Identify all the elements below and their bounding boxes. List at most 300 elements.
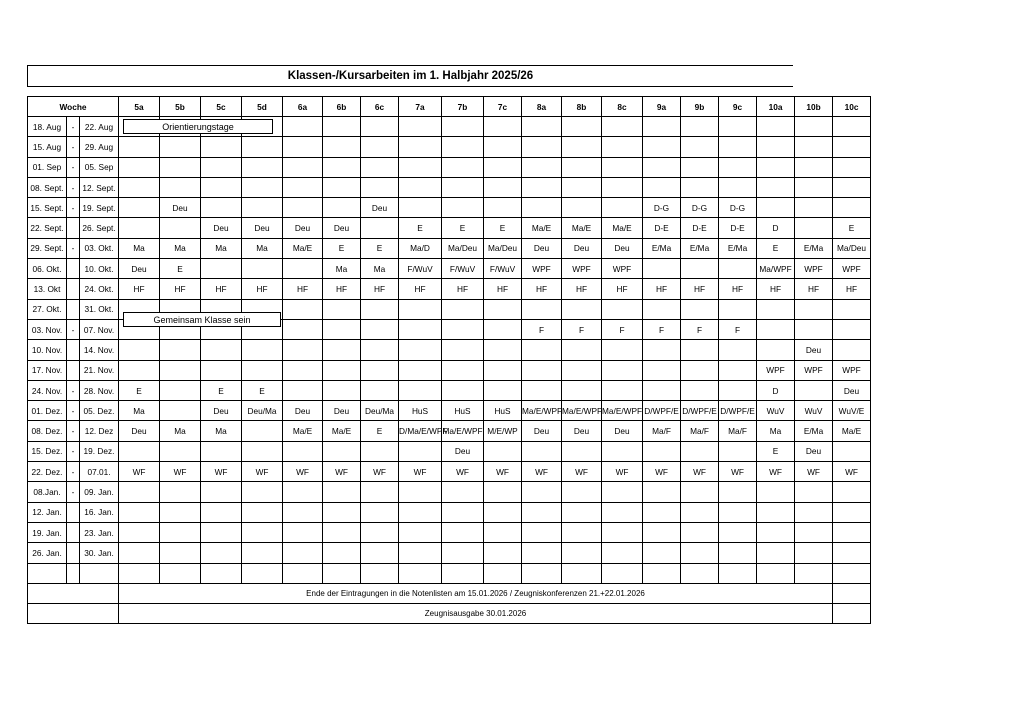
exam-cell: HF — [399, 279, 442, 299]
week-to: 19. Dez. — [80, 441, 119, 461]
week-to: 09. Jan. — [80, 482, 119, 502]
exam-cell: HF — [323, 279, 361, 299]
exam-cell: Ma — [323, 259, 361, 279]
exam-cell: WF — [681, 462, 719, 482]
exam-cell — [119, 198, 160, 218]
exam-cell — [399, 198, 442, 218]
exam-cell: E — [442, 218, 484, 238]
exam-cell: Ma/E/WPF — [442, 421, 484, 441]
exam-cell: WF — [602, 462, 643, 482]
week-separator: - — [67, 421, 80, 441]
exam-cell — [442, 340, 484, 360]
exam-cell — [643, 543, 681, 563]
exam-cell: HF — [719, 279, 757, 299]
exam-cell — [719, 482, 757, 502]
exam-cell: Ma/E — [323, 421, 361, 441]
exam-cell — [602, 299, 643, 319]
footer-last-cell — [833, 604, 871, 624]
exam-cell — [323, 563, 361, 583]
exam-cell: Deu — [283, 401, 323, 421]
exam-cell — [160, 563, 201, 583]
exam-cell — [323, 502, 361, 522]
exam-cell — [522, 198, 562, 218]
exam-cell — [442, 299, 484, 319]
footer-blank — [28, 583, 119, 603]
exam-cell — [119, 218, 160, 238]
exam-cell — [719, 117, 757, 137]
exam-cell — [361, 543, 399, 563]
exam-cell — [719, 177, 757, 197]
exam-cell — [242, 482, 283, 502]
exam-cell — [119, 502, 160, 522]
exam-cell: E — [201, 380, 242, 400]
exam-cell: Ma — [160, 421, 201, 441]
exam-cell: Ma/F — [681, 421, 719, 441]
exam-cell — [201, 482, 242, 502]
exam-cell — [833, 502, 871, 522]
exam-cell: HF — [681, 279, 719, 299]
week-separator — [67, 543, 80, 563]
exam-cell: WF — [795, 462, 833, 482]
week-separator: - — [67, 319, 80, 339]
exam-cell — [361, 502, 399, 522]
exam-cell — [442, 157, 484, 177]
exam-cell — [442, 563, 484, 583]
exam-cell — [361, 319, 399, 339]
exam-cell — [201, 502, 242, 522]
exam-cell: Deu/Ma — [361, 401, 399, 421]
week-from: 08. Sept. — [28, 177, 67, 197]
exam-cell: WF — [361, 462, 399, 482]
exam-cell: E/Ma — [681, 238, 719, 258]
exam-cell: HF — [283, 279, 323, 299]
exam-cell — [399, 177, 442, 197]
exam-cell — [160, 340, 201, 360]
header-class-6a: 6a — [283, 97, 323, 117]
exam-cell: Deu — [522, 238, 562, 258]
exam-cell — [795, 319, 833, 339]
exam-cell — [562, 157, 602, 177]
exam-cell — [283, 340, 323, 360]
exam-cell — [522, 117, 562, 137]
exam-cell — [283, 360, 323, 380]
exam-cell — [484, 157, 522, 177]
exam-cell: Ma/F — [719, 421, 757, 441]
exam-cell: HuS — [399, 401, 442, 421]
exam-cell: WF — [442, 462, 484, 482]
week-from: 27. Okt. — [28, 299, 67, 319]
week-from: 24. Nov. — [28, 380, 67, 400]
exam-cell — [719, 137, 757, 157]
week-separator — [67, 218, 80, 238]
table-row — [28, 279, 871, 299]
week-from: 01. Sep — [28, 157, 67, 177]
exam-cell: Deu — [119, 421, 160, 441]
exam-cell — [602, 360, 643, 380]
exam-cell — [757, 299, 795, 319]
exam-cell — [201, 543, 242, 563]
exam-cell: HF — [833, 279, 871, 299]
exam-cell: WuV — [795, 401, 833, 421]
week-separator — [67, 360, 80, 380]
exam-cell: F — [602, 319, 643, 339]
exam-cell: Deu — [602, 238, 643, 258]
exam-cell — [681, 299, 719, 319]
week-separator: - — [67, 157, 80, 177]
header-class-8c: 8c — [602, 97, 643, 117]
exam-cell — [833, 522, 871, 542]
exam-cell: WPF — [522, 259, 562, 279]
week-to: 29. Aug — [80, 137, 119, 157]
table-row — [28, 380, 871, 400]
exam-cell: Ma — [160, 238, 201, 258]
exam-cell — [442, 177, 484, 197]
exam-cell: Ma/Deu — [833, 238, 871, 258]
exam-cell — [562, 441, 602, 461]
exam-cell — [283, 198, 323, 218]
exam-cell: WF — [719, 462, 757, 482]
exam-cell — [484, 360, 522, 380]
exam-cell — [283, 259, 323, 279]
exam-cell — [484, 441, 522, 461]
exam-cell — [833, 441, 871, 461]
exam-cell: E — [160, 259, 201, 279]
exam-cell — [160, 482, 201, 502]
exam-cell — [201, 259, 242, 279]
exam-cell — [323, 482, 361, 502]
exam-cell: Ma — [201, 421, 242, 441]
exam-cell — [242, 543, 283, 563]
exam-cell: WF — [323, 462, 361, 482]
exam-cell — [484, 482, 522, 502]
exam-cell — [201, 137, 242, 157]
exam-cell — [119, 482, 160, 502]
exam-cell: WPF — [833, 360, 871, 380]
exam-cell — [602, 482, 643, 502]
exam-cell — [602, 157, 643, 177]
exam-cell: Deu — [201, 218, 242, 238]
exam-cell — [323, 157, 361, 177]
exam-cell — [833, 157, 871, 177]
exam-cell: WPF — [602, 259, 643, 279]
exam-cell — [643, 177, 681, 197]
exam-cell — [719, 502, 757, 522]
exam-cell: D/WPF/E — [643, 401, 681, 421]
exam-cell — [242, 421, 283, 441]
exam-cell: D — [757, 380, 795, 400]
exam-cell — [681, 177, 719, 197]
exam-cell: Ma/E — [833, 421, 871, 441]
exam-cell — [442, 522, 484, 542]
exam-cell: WF — [522, 462, 562, 482]
exam-cell — [522, 502, 562, 522]
week-separator — [67, 340, 80, 360]
week-from: 06. Okt. — [28, 259, 67, 279]
exam-cell: Deu — [201, 401, 242, 421]
exam-cell: F/WuV — [399, 259, 442, 279]
exam-cell — [522, 380, 562, 400]
exam-cell — [719, 543, 757, 563]
exam-cell — [562, 198, 602, 218]
header-class-10b: 10b — [795, 97, 833, 117]
exam-cell: E/Ma — [719, 238, 757, 258]
exam-cell: F — [562, 319, 602, 339]
exam-cell: Deu — [562, 238, 602, 258]
exam-cell: Ma/E — [283, 421, 323, 441]
exam-cell — [484, 502, 522, 522]
exam-cell — [602, 522, 643, 542]
exam-cell — [757, 522, 795, 542]
exam-cell: E — [242, 380, 283, 400]
exam-cell — [399, 157, 442, 177]
week-to: 31. Okt. — [80, 299, 119, 319]
exam-cell — [323, 380, 361, 400]
exam-cell — [643, 259, 681, 279]
exam-cell: F — [522, 319, 562, 339]
exam-cell: Deu — [795, 340, 833, 360]
exam-cell — [201, 157, 242, 177]
exam-cell: WPF — [795, 360, 833, 380]
header-class-5c: 5c — [201, 97, 242, 117]
exam-cell — [643, 117, 681, 137]
header-class-9a: 9a — [643, 97, 681, 117]
exam-cell: D-E — [719, 218, 757, 238]
exam-cell: WF — [484, 462, 522, 482]
exam-cell: HF — [242, 279, 283, 299]
week-separator: - — [67, 137, 80, 157]
exam-cell — [242, 198, 283, 218]
week-to: 05. Sep — [80, 157, 119, 177]
exam-cell: F/WuV — [484, 259, 522, 279]
exam-cell: HuS — [484, 401, 522, 421]
exam-cell: F — [681, 319, 719, 339]
exam-cell — [795, 380, 833, 400]
exam-cell — [242, 137, 283, 157]
exam-cell — [602, 543, 643, 563]
exam-cell: Deu — [833, 380, 871, 400]
exam-cell — [643, 340, 681, 360]
table-row — [28, 462, 871, 482]
table-row — [28, 360, 871, 380]
exam-cell — [833, 198, 871, 218]
week-to: 28. Nov. — [80, 380, 119, 400]
exam-cell: E/Ma — [795, 238, 833, 258]
exam-cell — [361, 218, 399, 238]
exam-cell — [681, 157, 719, 177]
week-separator: - — [67, 198, 80, 218]
exam-cell — [795, 543, 833, 563]
exam-cell — [757, 117, 795, 137]
table-row — [28, 218, 871, 238]
exam-cell — [442, 380, 484, 400]
exam-cell — [681, 441, 719, 461]
exam-cell — [201, 340, 242, 360]
exam-cell: E — [833, 218, 871, 238]
table-row — [28, 177, 871, 197]
exam-cell — [643, 522, 681, 542]
exam-cell — [795, 563, 833, 583]
week-from: 12. Jan. — [28, 502, 67, 522]
exam-cell: WF — [201, 462, 242, 482]
exam-cell: E — [323, 238, 361, 258]
exam-cell — [242, 441, 283, 461]
exam-cell — [795, 157, 833, 177]
exam-cell — [160, 218, 201, 238]
exam-cell — [119, 157, 160, 177]
exam-cell — [522, 340, 562, 360]
exam-cell — [442, 360, 484, 380]
exam-cell — [602, 502, 643, 522]
exam-cell — [719, 299, 757, 319]
exam-cell — [602, 198, 643, 218]
exam-cell — [681, 259, 719, 279]
exam-cell — [562, 340, 602, 360]
exam-cell — [283, 543, 323, 563]
exam-cell — [201, 563, 242, 583]
exam-cell: WPF — [795, 259, 833, 279]
exam-cell: HF — [484, 279, 522, 299]
exam-cell: Ma/E/WPF — [602, 401, 643, 421]
exam-cell: Deu/Ma — [242, 401, 283, 421]
exam-cell: Ma/WPF — [757, 259, 795, 279]
week-to: 19. Sept. — [80, 198, 119, 218]
exam-cell: Deu — [442, 441, 484, 461]
header-class-5d: 5d — [242, 97, 283, 117]
exam-cell — [361, 117, 399, 137]
exam-cell — [283, 117, 323, 137]
exam-cell — [681, 360, 719, 380]
exam-cell — [681, 117, 719, 137]
exam-cell — [522, 563, 562, 583]
exam-cell — [201, 198, 242, 218]
exam-cell — [160, 401, 201, 421]
exam-cell — [757, 319, 795, 339]
header-class-6c: 6c — [361, 97, 399, 117]
week-from: 22. Sept. — [28, 218, 67, 238]
week-to: 16. Jan. — [80, 502, 119, 522]
exam-cell — [522, 299, 562, 319]
exam-cell — [361, 441, 399, 461]
week-separator: - — [67, 117, 80, 137]
exam-cell: HF — [160, 279, 201, 299]
exam-cell — [795, 482, 833, 502]
exam-cell: E — [361, 238, 399, 258]
exam-cell — [757, 482, 795, 502]
exam-cell — [160, 380, 201, 400]
exam-cell — [681, 563, 719, 583]
exam-cell — [643, 502, 681, 522]
exam-cell — [323, 198, 361, 218]
header-class-7b: 7b — [442, 97, 484, 117]
exam-cell: HF — [643, 279, 681, 299]
exam-cell — [160, 502, 201, 522]
exam-cell — [562, 299, 602, 319]
week-to: 24. Okt. — [80, 279, 119, 299]
exam-cell: WuV — [757, 401, 795, 421]
exam-cell — [361, 137, 399, 157]
exam-cell — [283, 157, 323, 177]
exam-cell: HF — [795, 279, 833, 299]
exam-cell — [643, 299, 681, 319]
header-class-10c: 10c — [833, 97, 871, 117]
exam-cell: WF — [833, 462, 871, 482]
exam-cell — [833, 482, 871, 502]
exam-cell: Ma/E — [522, 218, 562, 238]
exam-cell — [361, 482, 399, 502]
exam-cell — [602, 380, 643, 400]
exam-cell: D-E — [681, 218, 719, 238]
exam-cell: Deu — [602, 421, 643, 441]
footer-last-cell — [833, 583, 871, 603]
footer-blank — [28, 604, 119, 624]
week-separator — [67, 563, 80, 583]
exam-cell — [833, 543, 871, 563]
exam-cell: M/E/WP — [484, 421, 522, 441]
exam-cell — [442, 502, 484, 522]
exam-cell — [484, 198, 522, 218]
exam-cell — [484, 340, 522, 360]
exam-cell — [119, 177, 160, 197]
header-class-5b: 5b — [160, 97, 201, 117]
exam-cell — [795, 137, 833, 157]
exam-cell — [522, 177, 562, 197]
exam-cell — [643, 380, 681, 400]
exam-cell — [757, 137, 795, 157]
footer-row — [28, 583, 871, 603]
exam-cell: D/WPF/E — [719, 401, 757, 421]
orientierungstage-box: Orientierungstage — [123, 119, 273, 134]
exam-cell — [757, 502, 795, 522]
week-to: 07. Nov. — [80, 319, 119, 339]
exam-cell: E — [484, 218, 522, 238]
exam-cell: D-G — [719, 198, 757, 218]
exam-cell — [442, 482, 484, 502]
exam-cell: HF — [119, 279, 160, 299]
exam-cell — [562, 563, 602, 583]
exam-cell — [283, 522, 323, 542]
exam-cell: F — [719, 319, 757, 339]
exam-cell — [160, 441, 201, 461]
week-separator: - — [67, 380, 80, 400]
exam-cell — [681, 543, 719, 563]
exam-cell — [562, 380, 602, 400]
exam-cell: Deu — [242, 218, 283, 238]
week-from: 17. Nov. — [28, 360, 67, 380]
exam-cell — [719, 380, 757, 400]
exam-cell: HF — [602, 279, 643, 299]
exam-cell — [160, 522, 201, 542]
exam-cell — [681, 340, 719, 360]
exam-cell: HuS — [442, 401, 484, 421]
table-row — [28, 441, 871, 461]
exam-cell — [757, 198, 795, 218]
week-from: 19. Jan. — [28, 522, 67, 542]
exam-cell — [602, 563, 643, 583]
exam-cell — [442, 319, 484, 339]
exam-cell — [201, 522, 242, 542]
exam-cell — [484, 563, 522, 583]
exam-cell: E — [757, 441, 795, 461]
exam-cell: Ma/E — [602, 218, 643, 238]
exam-cell — [562, 522, 602, 542]
exam-cell — [795, 502, 833, 522]
exam-cell — [242, 177, 283, 197]
header-class-10a: 10a — [757, 97, 795, 117]
exam-cell: Deu — [323, 218, 361, 238]
exam-cell — [562, 117, 602, 137]
exam-cell: WF — [399, 462, 442, 482]
exam-cell — [442, 198, 484, 218]
